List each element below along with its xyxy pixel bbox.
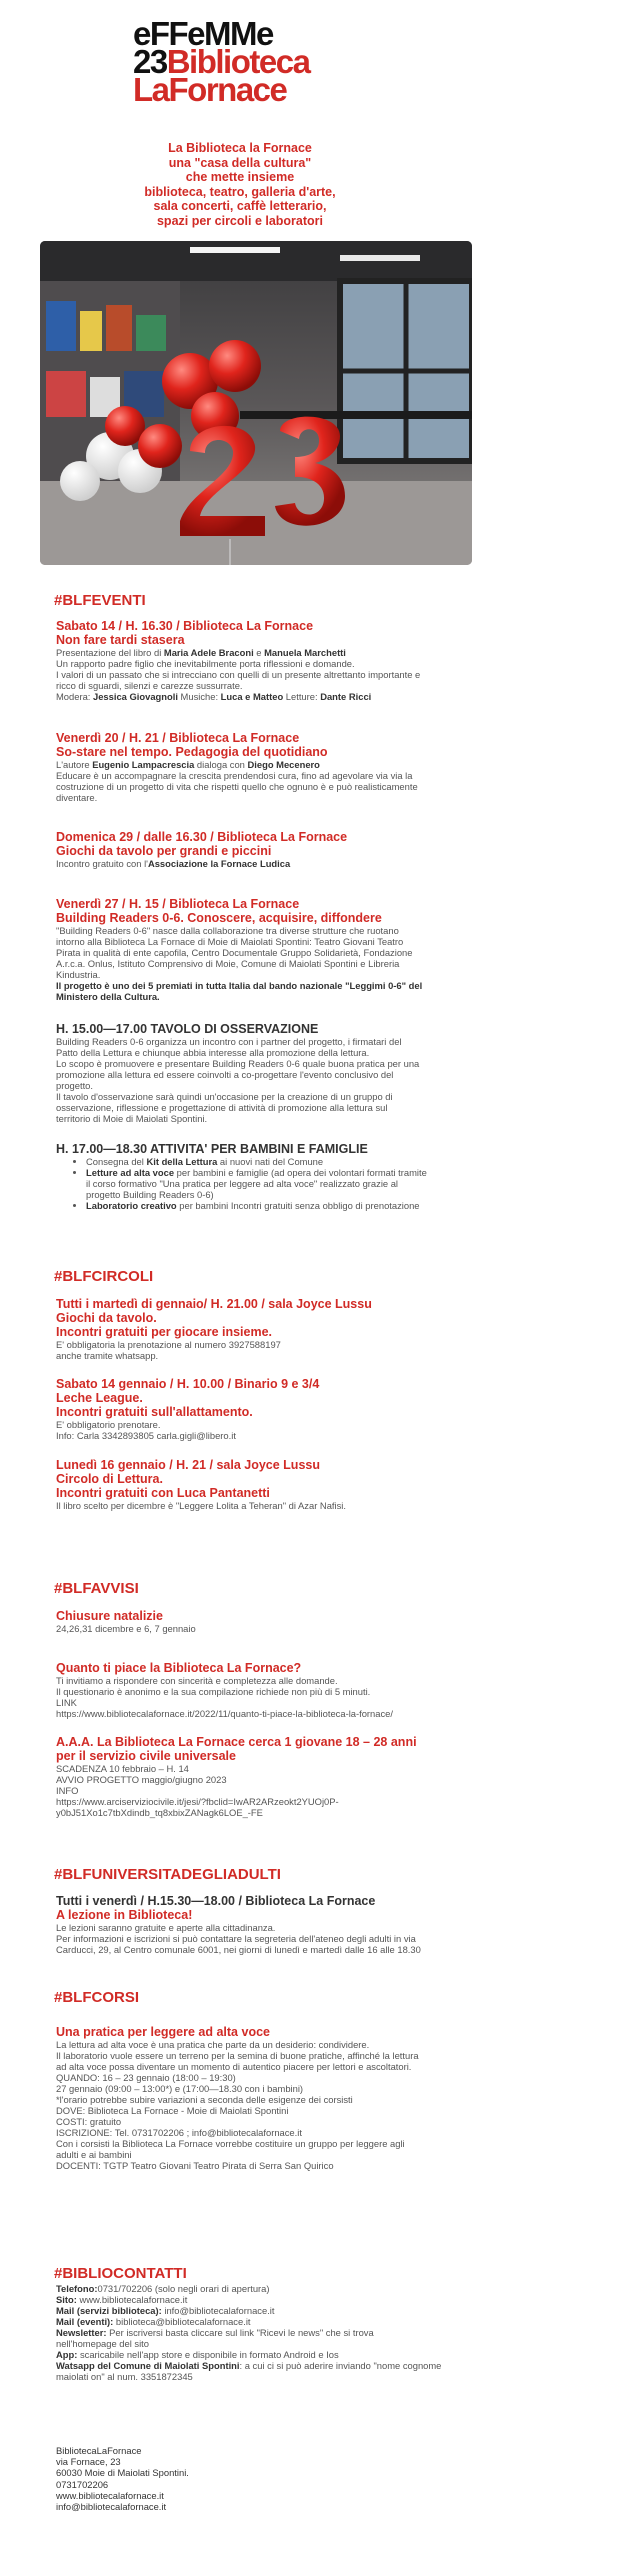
text-span: nell'homepage del sito: [56, 2338, 149, 2349]
corso-title: Una pratica per leggere ad alta voce: [56, 2025, 270, 2039]
corso-text: ISCRIZIONE: Tel. 0731702206 ; info@bibliotecalafornace.it: [56, 2127, 302, 2138]
circolo-text: Il libro scelto per dicembre è "Leggere Lolita a Teheran" di Azar Nafisi.: [56, 1500, 346, 1511]
circolo-text: E' obbligatoria la prenotazione al numero 3927588197: [56, 1339, 281, 1350]
intro-text: [120, 141, 360, 228]
text-span: Kit della Lettura: [146, 1156, 218, 1167]
circolo-subtitle: Incontri gratuiti sull'allattamento.: [56, 1405, 253, 1419]
avviso-title: Chiusure natalizie: [56, 1609, 163, 1623]
event-text: Il tavolo d'osservazione sarà quindi un'occasione per la creazione di un gruppo di: [56, 1091, 393, 1102]
event-text: A.r.c.a. Onlus, Istituto Comprensivo di Moie, Comune di Maiolati Spontini e Libreria: [56, 958, 400, 969]
text-span: ai nuovi nati del Comune: [217, 1156, 324, 1167]
text-span: dialoga con: [194, 759, 248, 770]
text-span: scaricabile nell'app store e disponibile in formato Android e Ios: [79, 2349, 339, 2360]
event-2: [56, 731, 456, 803]
text-span: il corso formativo "Una pratica per leggere ad alta voce" realizzato grazie al: [86, 1178, 399, 1189]
event-text: [56, 858, 456, 869]
event-text: I valori di un passato che si intrecciano con quelli di un presente altrettanto importante e: [56, 669, 421, 680]
avviso-1: [56, 1609, 456, 1634]
circolo-3: [56, 1458, 456, 1511]
contatti-block: [56, 2283, 476, 2382]
avviso-3: [56, 1735, 476, 1818]
text-span: Maria Adele Braconi: [163, 647, 254, 658]
text-span: per bambini e famiglie (ad opera dei volontari formati tramite: [174, 1167, 427, 1178]
activity-list: [86, 1156, 456, 1211]
intro-line: La Biblioteca la Fornace: [168, 141, 312, 155]
avviso-link[interactable]: https://www.bibliotecalafornace.it/2022/11/quanto-ti-piace-la-biblioteca-la-fornace/: [56, 1708, 393, 1719]
avviso-text: Il questionario è anonimo e la sua compilazione richiede non più di 5 minuti.: [56, 1686, 371, 1697]
section-tag-contatti: #BIBLIOCONTATTI: [54, 2265, 187, 2282]
circolo-name: Leche League.: [56, 1391, 143, 1405]
contact-mail-events: [56, 2316, 476, 2327]
text-span: Watsapp del Comune di Maiolati Spontini: [56, 2360, 240, 2371]
avviso-link[interactable]: https://www.arciserviziocivile.it/jesi/?fbclid=IwAR2ARzeokt2YUOj0P-: [56, 1796, 339, 1807]
event-text: Pirata in qualità di ente capofila, Centro Documentale Gruppo Solidarietà, Fondazione: [56, 947, 413, 958]
intro-line: che mette insieme: [185, 170, 295, 184]
event-title: Domenica 29 / dalle 16.30 / Biblioteca La Fornace: [56, 830, 348, 844]
avviso-2: [56, 1661, 456, 1719]
text-span[interactable]: www.bibliotecalafornace.it: [79, 2294, 188, 2305]
corso-text: adulti e ai bambini: [56, 2149, 132, 2160]
avviso-text: 24,26,31 dicembre e 6, 7 gennaio: [56, 1623, 196, 1634]
text-span[interactable]: biblioteca@bibliotecalafornace.it: [115, 2316, 251, 2327]
footer-address: [56, 2445, 189, 2512]
contact-mail-services: [56, 2305, 476, 2316]
corso-text: *l'orario potrebbe subire variazioni a seconda delle esigenze dei corsisti: [56, 2094, 353, 2105]
event-title: Venerdì 20 / H. 21 / Biblioteca La Fornace: [56, 731, 300, 745]
event-text: [56, 647, 456, 658]
text-span: Letture ad alta voce: [86, 1167, 175, 1178]
footer-line: via Fornace, 23: [56, 2456, 121, 2468]
event-subtitle: So-stare nel tempo. Pedagogia del quotidiano: [56, 745, 328, 759]
text-span: App:: [56, 2349, 80, 2360]
footer-line: 0731702206: [56, 2478, 109, 2490]
event-text: Un rapporto padre figlio che inevitabilmente porta riflessioni e domande.: [56, 658, 355, 669]
circolo-1: [56, 1297, 456, 1361]
text-span: Jessica Giovagnoli: [93, 691, 178, 702]
section-tag-corsi: #BLFCORSI: [54, 1989, 140, 2006]
avviso-title: per il servizio civile universale: [56, 1749, 236, 1763]
intro-line: sala concerti, caffè letterario,: [153, 199, 327, 213]
event-text: Il progetto è uno dei 5 premiati in tutta Italia dal bando nazionale "Leggimi 0-6" del: [56, 980, 423, 991]
text-span: Musiche:: [177, 691, 221, 702]
text-span: Diego Mecenero: [247, 759, 320, 770]
circolo-2: [56, 1377, 456, 1441]
event-session-title: H. 15.00—17.00 TAVOLO DI OSSERVAZIONE: [56, 1022, 319, 1036]
hero-photo: [40, 241, 472, 565]
universita-title: Tutti i venerdì / H.15.30—18.00 / Biblioteca La Fornace: [56, 1894, 376, 1908]
circolo-subtitle: Incontri gratuiti per giocare insieme.: [56, 1325, 273, 1339]
corso-text: Con i corsisti la Biblioteca La Fornace vorrebbe costituire un gruppo per leggere agli: [56, 2138, 405, 2149]
corso-text: Il laboratorio vuole essere un terreno per la semina di buone pratiche, affinché la lettura: [56, 2050, 419, 2061]
brand-logo: [133, 15, 433, 108]
text-span: Per iscriversi basta cliccare sul link "Ricevi le news" che si trova: [109, 2327, 374, 2338]
corso-text: ad alta voce possa diventare un momento di autentico piacere per lettori e ascoltatori.: [56, 2061, 412, 2072]
event-4: [56, 897, 456, 1002]
corso-text: La lettura ad alta voce è una pratica che parte da un desiderio: condividere.: [56, 2039, 370, 2050]
text-span: Laboratorio creativo: [86, 1200, 177, 1211]
text-span[interactable]: info@bibliotecalafornace.it: [161, 2305, 275, 2316]
event-title: Sabato 14 / H. 16.30 / Biblioteca La Fornace: [56, 619, 314, 633]
universita-block: [56, 1894, 476, 1955]
footer-line: 60030 Moie di Maiolati Spontini.: [56, 2467, 189, 2479]
circolo-text: E' obbligatorio prenotare.: [56, 1419, 161, 1430]
event-session-title: H. 17.00—18.30 ATTIVITA' PER BAMBINI E FAMIGLIE: [56, 1142, 368, 1156]
universita-text: Per informazioni e iscrizioni si può contattare la segreteria dell'ateneo degli adulti in via: [56, 1933, 416, 1944]
section-tag-avvisi: #BLFAVVISI: [54, 1580, 139, 1597]
event-text: "Building Readers 0-6" nasce dalla collaborazione tra diverse strutture che ruotano: [56, 925, 399, 936]
contact-app: [56, 2349, 476, 2360]
text-span: Associazione la Fornace Ludica: [147, 858, 291, 869]
text-span: e: [253, 647, 265, 658]
event-subtitle: Building Readers 0-6. Conoscere, acquisire, diffondere: [56, 911, 382, 925]
event-text: Kindustria.: [56, 969, 101, 980]
event-4-tavolo: [56, 1022, 456, 1124]
text-span: Mail (eventi):: [56, 2316, 116, 2327]
text-span: Consegna del: [86, 1156, 147, 1167]
text-span: Presentazione del libro di: [56, 647, 164, 658]
avviso-title: A.A.A. La Biblioteca La Fornace cerca 1 giovane 18 – 28 anni: [56, 1735, 417, 1749]
event-1: [56, 619, 456, 702]
circolo-name: Giochi da tavolo.: [56, 1311, 157, 1325]
event-text: Ministero della Cultura.: [56, 991, 160, 1002]
contact-site: [56, 2294, 476, 2305]
universita-text: Carducci, 29, al Centro comunale 6001, nei giorni di lunedì e martedì dalle 16 alle 18.30: [56, 1944, 421, 1955]
text-span: Letture:: [283, 691, 321, 702]
corso-text: DOVE: Biblioteca La Fornace - Moie di Maiolati Spontini: [56, 2105, 289, 2116]
footer-line: BibliotecaLaFornace: [56, 2445, 142, 2456]
circolo-text: anche tramite whatsapp.: [56, 1350, 159, 1361]
event-4-attivita: [56, 1142, 456, 1211]
corso-text: 27 gennaio (09:00 – 13:00*) e (17:00—18.30 con i bambini): [56, 2083, 304, 2094]
event-text: Educare è un accompagnare la crescita prendendosi cura, fino ad agevolare via via la: [56, 770, 413, 781]
text-span: : a cui ci si può aderire inviando "nome cognome: [239, 2360, 442, 2371]
universita-subtitle: A lezione in Biblioteca!: [56, 1908, 193, 1922]
text-span: Newsletter:: [56, 2327, 110, 2338]
event-text: promozione alla lettura ed essere coinvolti a co-progettare l'evento conclusivo del: [56, 1069, 394, 1080]
circolo-name: Circolo di Lettura.: [56, 1472, 163, 1486]
circolo-title: Sabato 14 gennaio / H. 10.00 / Binario 9 e 3/4: [56, 1377, 320, 1391]
corso-block: [56, 2025, 476, 2171]
text-span: Eugenio Lampacrescia: [92, 759, 195, 770]
intro-line: spazi per circoli e laboratori: [156, 213, 324, 228]
section-tag-eventi: #BLFEVENTI: [54, 592, 146, 609]
brand-word: Biblioteca: [166, 43, 310, 80]
avviso-label: LINK: [56, 1697, 77, 1708]
text-span: Sito:: [56, 2294, 80, 2305]
section-tag-universita: #BLFUNIVERSITADEGLIADULTI: [54, 1866, 281, 1883]
text-span: progetto Building Readers 0-6): [86, 1189, 214, 1200]
text-span: Telefono:: [56, 2283, 98, 2294]
list-item: [86, 1156, 456, 1167]
text-span: Dante Ricci: [320, 691, 372, 702]
event-text: ricco di sguardi, silenzi e carezze sussurrate.: [56, 680, 243, 691]
event-text: intorno alla Biblioteca La Fornace di Moie di Maiolati Spontini: Teatro Giovani Teatro: [56, 936, 404, 947]
corso-text: DOCENTI: TGTP Teatro Giovani Teatro Pirata di Serra San Quirico: [56, 2160, 334, 2171]
contact-phone: [56, 2283, 476, 2294]
intro-line: una "casa della cultura": [168, 155, 312, 170]
footer-line[interactable]: www.bibliotecalafornace.it: [56, 2489, 164, 2501]
avviso-label: INFO: [56, 1785, 79, 1796]
event-text: osservazione, riflessione e progettazione di attività di promozione alla lettura sul: [56, 1102, 388, 1113]
event-text: Building Readers 0-6 organizza un incontro con i partner del progetto, i firmatari del: [56, 1036, 402, 1047]
avviso-text: SCADENZA 10 febbraio – H. 14: [56, 1763, 189, 1774]
avviso-text: Ti invitiamo a rispondere con sincerità e completezza alle domande.: [56, 1675, 338, 1686]
circolo-title: Lunedì 16 gennaio / H. 21 / sala Joyce Lussu: [56, 1458, 320, 1472]
text-span: per bambini Incontri gratuiti senza obbligo di prenotazione: [176, 1200, 420, 1211]
text-span: maiolati on" al num. 3351872345: [56, 2371, 193, 2382]
circolo-title: Tutti i martedì di gennaio/ H. 21.00 / sala Joyce Lussu: [56, 1297, 372, 1311]
list-item: [86, 1167, 456, 1200]
event-subtitle: Giochi da tavolo per grandi e piccini: [56, 844, 272, 858]
text-span: Manuela Marchetti: [264, 647, 346, 658]
event-text: diventare.: [56, 792, 98, 803]
corso-text: QUANDO: 16 – 23 gennaio (18:00 – 19:30): [56, 2072, 236, 2083]
text-span: Incontro gratuito con l': [56, 858, 148, 869]
brand-number: 23: [133, 43, 167, 80]
footer-line[interactable]: info@bibliotecalafornace.it: [56, 2501, 167, 2513]
brand-line-3: LaFornace: [133, 71, 287, 108]
corso-text: COSTI: gratuito: [56, 2116, 122, 2127]
event-text: Lo scopo è promuovere e presentare Building Readers 0-6 quale buona pratica per una: [56, 1058, 420, 1069]
event-text: costruzione di un progetto di vita che rispetti quello che ognuno è e può realisticamente: [56, 781, 418, 792]
event-text: territorio di Moie di Maiolati Spontini.: [56, 1113, 208, 1124]
text-span: Modera:: [56, 691, 93, 702]
circolo-text: Info: Carla 3342893805 carla.gigli@libero.it: [56, 1430, 236, 1441]
universita-text: Le lezioni saranno gratuite e aperte alla cittadinanza.: [56, 1922, 276, 1933]
event-3: [56, 830, 456, 869]
event-text: progetto.: [56, 1080, 94, 1091]
avviso-title: Quanto ti piace la Biblioteca La Fornace?: [56, 1661, 302, 1675]
brand-line-1: eFFeMMe: [133, 15, 273, 52]
avviso-link[interactable]: y0bJ51Xo1c7tbXdindb_tq8xbixZANagk6LOE_-FE: [56, 1807, 263, 1818]
list-item: [86, 1200, 456, 1211]
event-subtitle: Non fare tardi stasera: [56, 633, 185, 647]
text-span: Luca e Matteo: [220, 691, 284, 702]
text-span: Mail (servizi biblioteca):: [56, 2305, 162, 2316]
event-text: Patto della Lettura e chiunque abbia interesse alla promozione della lettura.: [56, 1047, 370, 1058]
event-text: [56, 759, 456, 770]
avviso-text: AVVIO PROGETTO maggio/giugno 2023: [56, 1774, 227, 1785]
event-title: Venerdì 27 / H. 15 / Biblioteca La Fornace: [56, 897, 300, 911]
contact-newsletter: [56, 2327, 476, 2349]
text-span: L'autore: [56, 759, 93, 770]
text-span[interactable]: 0731/702206 (solo negli orari di apertura): [97, 2283, 270, 2294]
section-tag-circoli: #BLFCIRCOLI: [54, 1268, 154, 1285]
event-text: [56, 691, 456, 702]
intro-line: biblioteca, teatro, galleria d'arte,: [144, 184, 336, 199]
contact-whatsapp: [56, 2360, 476, 2382]
circolo-subtitle: Incontri gratuiti con Luca Pantanetti: [56, 1486, 270, 1500]
